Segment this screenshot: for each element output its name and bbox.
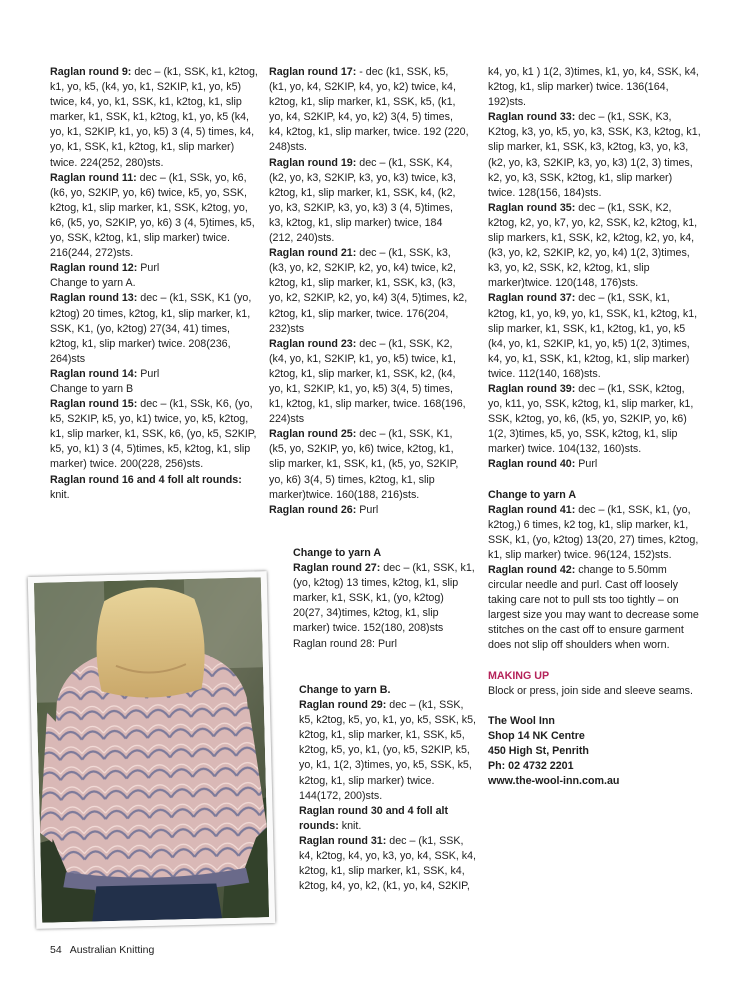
instruction-paragraph (269, 65, 469, 156)
instruction-paragraph (50, 367, 260, 382)
instruction-paragraph (50, 397, 260, 472)
instruction-paragraph (50, 261, 260, 276)
round-label: Raglan round 9: (50, 66, 132, 78)
instruction-paragraph (50, 276, 260, 291)
round-label: Raglan round 35: (488, 201, 576, 214)
instruction-paragraph (299, 698, 477, 804)
instruction-paragraph (50, 382, 260, 397)
round-label: Raglan round 17: (269, 66, 357, 78)
round-text: Purl (137, 262, 160, 275)
round-text: dec – (k1, SSK, k2tog, yo, k11, yo, SSK, k2tog, k1, slip marker, k1, SSK, k2tog, yo, k6, (k5, yo, S2KIP, yo, k6) 1(2, 3)times, k5, yo, SSK, k2tog, k1, slip marker) twice. 104(132, 160)sts. (488, 382, 694, 456)
round-label: Change to yarn A (293, 547, 382, 559)
round-label: Raglan round 41: (488, 503, 576, 516)
round-label: Raglan round 33: (488, 111, 576, 124)
round-text: - dec (k1, SSK, k5, (k1, yo, k4, S2KIP, k4, yo, k2) twice, k4, k2tog, k1, slip marker, k1, SSK, k5, (k1, yo, k4, S2KIP, k4, yo, k2) 3(4, 5) times, k4, k2tog, k1, slip marker, twice. 192 (220, 248)sts. (269, 66, 469, 154)
round-label: Raglan round 25: (269, 428, 357, 441)
round-label: Raglan round 42: (488, 564, 576, 576)
round-text: change to 5.50mm circular needle and purl. Cast off loosely taking care not to pull sts too tightly – on largest size you may want to decrease some stitches on the cast off to ensure garment does not slip off shoulders when worn. (488, 564, 699, 652)
column-3-finishing (488, 488, 701, 654)
instruction-paragraph (488, 503, 701, 563)
instruction-paragraph (50, 291, 260, 366)
instruction-paragraph (488, 457, 701, 472)
round-text: dec – (k1, SSK, k1, k2tog, k1, yo, k5, (k4, yo, k1, S2KIP, k1, yo, k5) twice, k4, yo, k1, SSK, k1, k2tog, k1, slip marker, k1, SSK, k1, k2tog, k1, yo, k5 (k4, yo, k1, S2KIP, k1, yo, k5) 3 (4, 5) times, k4, yo, k1, SSK, k1, k2tog, k1, slip marker) twice. 224(252, 280)sts. (50, 66, 258, 169)
round-label: Raglan round 40: (488, 458, 576, 471)
round-text: Purl (575, 458, 598, 471)
instruction-paragraph (293, 546, 475, 561)
instruction-paragraph (50, 171, 260, 262)
instruction-paragraph (488, 291, 701, 382)
instruction-paragraph (50, 65, 260, 171)
shop-phone: Ph: 02 4732 2201 (488, 760, 574, 773)
round-label: Raglan round 29: (299, 699, 387, 712)
instruction-paragraph (293, 637, 475, 652)
round-text: knit. (50, 488, 70, 501)
round-label: Raglan round 16 and 4 foll alt rounds: (50, 473, 242, 486)
knitted-lace-sweater-photo-icon (34, 577, 269, 922)
round-text: Purl (137, 367, 160, 380)
round-text: dec – (k1, SSK, K4, (k2, yo, k3, S2KIP, k3, yo, k3) twice, k3, k2tog, k1, slip marker, k1, SSK, k4, (k2, yo, k3, S2KIP, k3, yo, k3) 3 (4, 5)times, k3, k2tog, k1, slip marker) twice, 184 (212, 240)sts. (269, 156, 456, 245)
round-text: dec – (k1, SSK, k1, (yo, k2tog) 13 times, k2tog, k1, slip marker, k1, SSK, k1, (yo, k2tog) 20(27, 34)times, k2tog, k1, slip marker) twice. 152(180, 208)sts (293, 562, 475, 635)
instruction-paragraph (488, 110, 701, 201)
round-label: Raglan round 13: (50, 292, 138, 305)
round-text: Purl (356, 503, 379, 516)
instruction-paragraph (488, 488, 701, 503)
round-label: Raglan round 31: (299, 834, 387, 847)
instruction-paragraph (488, 65, 701, 110)
sweater-photo (28, 571, 276, 929)
column-2-bottom (299, 683, 477, 894)
round-text: Raglan round 28: Purl (293, 637, 397, 650)
shop-address-1: Shop 14 NK Centre (488, 729, 585, 742)
round-label: Raglan round 11: (50, 171, 137, 184)
instruction-paragraph (269, 337, 469, 428)
round-label: Raglan round 26: (269, 503, 357, 516)
shop-address-2: 450 High St, Penrith (488, 744, 589, 757)
round-label: Raglan round 27: (293, 562, 381, 575)
round-text: dec – (k1, SSK, K1, (k5, yo, S2KIP, yo, k6) twice, k2tog, k1, slip marker, k1, SSK, k1, (k5, yo, S2KIP, yo, k6) 3(4, 5) times, k2tog, k1, slip marker)twice. 160(188, 216)sts. (269, 428, 459, 501)
making-up-heading: MAKING UP (488, 669, 550, 682)
making-up-text: Block or press, join side and sleeve seams. (488, 684, 693, 697)
instruction-paragraph (488, 201, 701, 292)
round-label: Raglan round 12: (50, 262, 138, 275)
round-text: Change to yarn A. (50, 277, 136, 290)
page-footer (50, 944, 162, 956)
column-2-top (269, 65, 469, 518)
instruction-paragraph (293, 561, 475, 636)
round-text: dec – (k1, SSK, K1 (yo, k2tog) 20 times, k2tog, k1, slip marker, k1, SSK, K1, (yo, k2tog) 27(34, 41) times, k2tog, k1, slip marker) twice. 208(236, 264)sts (50, 292, 252, 365)
round-text: dec – (k1, SSK, K3, K2tog, k3, yo, k5, yo, k3, SSK, K3, k2tog, k1, slip marker, k1, SSK, k3, k2tog, k3, yo, k3, (k2, yo, k3, S2KIP, k3, yo, k3) 1(2, 3) times, k2, yo, k3, SSK, k2tog, k1, slip marker) twice. 128(156, 184)sts. (488, 111, 701, 199)
round-text: dec – (k1, SSK, k1, k2tog, k1, yo, k9, yo, k1, SSK, k1, k2tog, k1, slip marker, k1, SSK, k1, k2tog, k1, yo, k5 (k4, yo, k1, S2KIP, k1, yo, k5) 1(2, 3)times, k4, yo, k1, SSK, k1, k2tog, k1, slip marker) twice. 112(140, 168)sts. (488, 292, 698, 380)
instruction-paragraph (488, 563, 701, 654)
round-text: dec – (k1, SSK, k3, (k3, yo, k2, S2KIP, k2, yo, k4) twice, k2, k2tog, k1, slip marker, k1, SSK, k3, (k3, yo, k2, S2KIP, k2, yo, k4) 3(4, 5)times, k2, k2tog, k1, slip marker, twice. 176(204, 232)sts (269, 247, 468, 335)
round-text: dec – (k1, SSK, k1, (yo, k2tog,) 6 times, k2 tog, k1, slip marker, k1, SSK, k1, (yo, k2tog) 13(20, 27) times, k2tog, k1, slip marker) twice. 96(124, 152)sts. (488, 503, 699, 561)
round-text: dec – (k1, SSK, k4, k2tog, k4, yo, k3, yo, k4, SSK, k4, k2tog, k1, slip marker, k1, SSK, k4, k2tog, k4, yo, k2, (k1, yo, k4, S2KIP, (299, 834, 477, 893)
instruction-paragraph (269, 246, 469, 337)
shop-website: www.the-wool-inn.com.au (488, 775, 620, 788)
round-label: Raglan round 39: (488, 382, 576, 395)
round-text: dec – (k1, SSK, K2, (k4, yo, k1, S2KIP, k1, yo, k5) twice, k1, k2tog, k1, slip marker, k1, SSK, k2, (k4, yo, k1, S2KIP, k1, yo, k5) 3(4, 5) times, k1, k2tog, k1, slip marker, twice. 168(196, 224)sts (269, 337, 466, 426)
magazine-title: Australian Knitting (69, 944, 155, 956)
instruction-paragraph (299, 804, 477, 834)
round-text: dec – (k1, SSK, K2, k2tog, k2, yo, k7, yo, k2, SSK, k2, k2tog, k1, slip markers, k1, SSK, k2, k2tog, k2, yo, k4, (k3, yo, k2, S2KIP, k2, yo, k4) 1(2, 3)times, k3, yo, k2, SSK, k2, k2tog, k1, slip marker)twice. 120(148, 176)sts. (488, 201, 698, 290)
round-label: Change to yarn A (488, 488, 577, 501)
round-text: Change to yarn B (50, 382, 134, 395)
round-label: Raglan round 23: (269, 337, 357, 350)
round-label: Raglan round 19: (269, 156, 357, 169)
column-1 (50, 65, 260, 503)
page-number: 54 (50, 944, 62, 956)
instruction-paragraph (269, 427, 469, 502)
shop-name: The Wool Inn (488, 714, 555, 727)
instruction-paragraph (269, 156, 469, 247)
round-label: Raglan round 37: (488, 292, 576, 305)
round-label: Raglan round 21: (269, 247, 357, 260)
round-label: Raglan round 30 and 4 foll alt rounds: (299, 804, 449, 832)
instruction-paragraph (299, 834, 477, 894)
column-2-middle (293, 546, 475, 652)
instruction-paragraph (269, 503, 469, 518)
round-label: Raglan round 14: (50, 367, 138, 380)
round-text: dec – (k1, SSK, k5, k2tog, k5, yo, k1, yo, k5, SSK, k5, k2tog, k1, slip marker, k1, SSK, k5, k2tog, k5, yo, k1, (yo, k5, S2KIP, k5, yo, k1, 1(2, 3)times, yo, k5, SSK, k5, k2tog, k1, slip marker) twice. 144(172, 200)sts. (299, 699, 477, 802)
instruction-paragraph (488, 382, 701, 457)
instruction-paragraph (50, 473, 260, 503)
round-text: dec – (k1, SSk, yo, k6, (k6, yo, S2KIP, yo, k6) twice, k5, yo, SSK, k2tog, k1, slip marker, k1, SSK, k2tog, yo, k6, (k5, yo, S2KIP, yo, k6) 3 (4, 5)times, k5, yo, SSK, k2tog, k1, slip marker) twice. 216(244, 272)sts. (50, 171, 255, 260)
column-3-instructions (488, 65, 701, 473)
instruction-paragraph (299, 683, 477, 698)
round-label: Raglan round 15: (50, 398, 138, 411)
round-text: k4, yo, k1 ) 1(2, 3)times, k1, yo, k4, SSK, k4, k2tog, k1, slip marker) twice. 136(164, 192)sts. (488, 66, 699, 109)
round-text: dec – (k1, SSk, K6, (yo, k5, S2KIP, k5, yo, k1) twice, yo, k5, k2tog, k1, slip marker, k1, SSK, k6, (yo, k5, S2KIP, k5, yo, k1) 3 (4, 5)times, k5, k2tog, k1, slip marker) twice. 200(228, 256)sts. (50, 398, 257, 471)
column-3 (488, 65, 701, 789)
round-text: knit. (338, 819, 362, 832)
round-label: Change to yarn B. (299, 684, 391, 696)
